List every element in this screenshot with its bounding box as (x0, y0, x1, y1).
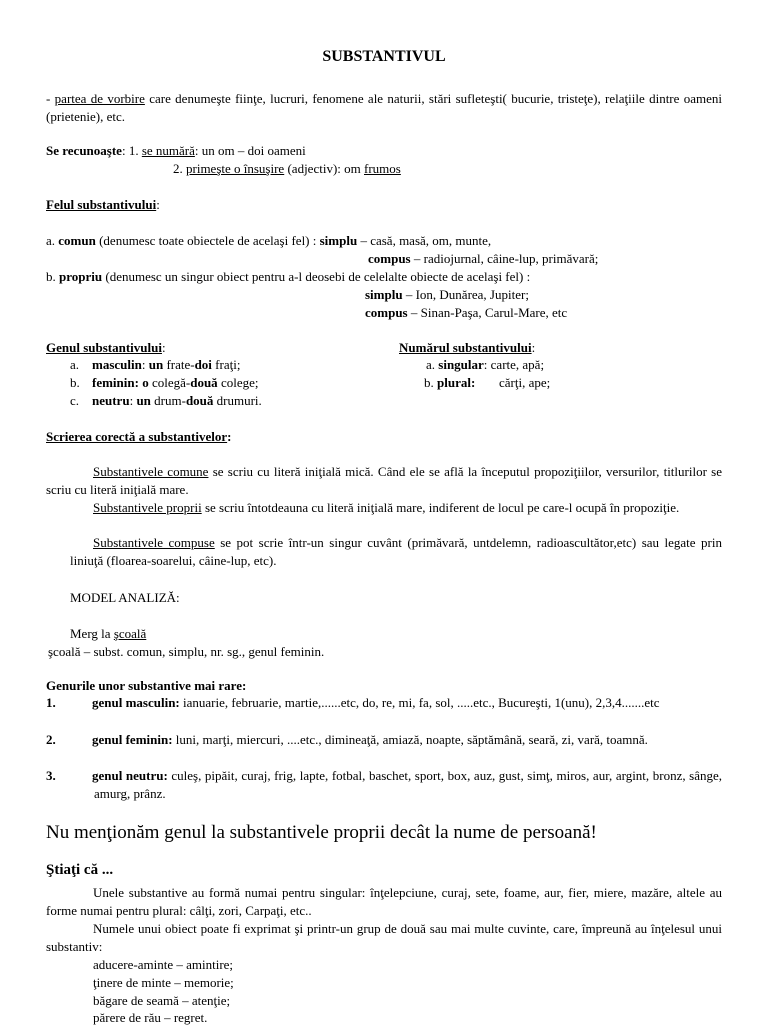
writing-p3-rest: se pot scrie într-un singur cuvânt (primăvară, untdelemn, radioascultător,etc) sau legate prin liniuţă (floarea-soarelui, câine-lup, etc). (70, 535, 722, 568)
recognize-item2-num: 2. (173, 161, 186, 176)
kinds-a-rest: (denumesc toate obiectele de acelaşi fel) : (95, 233, 320, 248)
gender-item-num: a. (70, 357, 80, 372)
writing-heading-text: Scrierea corectă a substantivelor (46, 429, 228, 444)
rare-item-text: luni, marţi, miercuri, ....etc., dimineaţă, amiază, noapte, săptămână, seară, zi, vară, toamnă. (172, 732, 648, 747)
gender-heading-text: Genul substantivului (46, 340, 162, 355)
know-heading: Ştiaţi că ... (46, 862, 114, 878)
rare-item-num: 2. (46, 732, 56, 747)
number-item-b-bold: plural: (437, 375, 476, 390)
gender-item-text1: drum- (150, 393, 186, 408)
know-line: ţinere de minte – memorie; (93, 975, 234, 990)
kinds-b-compus-rest: – Sinan-Paşa, Carul-Mare, etc (407, 305, 568, 320)
rare-item-1 (46, 694, 722, 712)
recognize-colon: : 1. (121, 143, 142, 158)
gender-item-text2: drumuri. (213, 393, 262, 408)
kinds-b-compus (365, 304, 567, 322)
kinds-heading (46, 196, 160, 214)
page-title: SUBSTANTIVUL (322, 48, 446, 65)
recognize-label: Se recunoaşte (46, 143, 122, 158)
gender-item-a (70, 356, 240, 374)
writing-p3-term: Substantivele compuse (93, 535, 215, 550)
writing-p2-rest: se scriu întotdeauna cu literă iniţială mare, indiferent de locul pe care-l ocupă în propoziţie. (201, 500, 680, 515)
kinds-b-bold: propriu (59, 269, 103, 284)
gender-item-art1: un (136, 393, 151, 408)
number-item-a-rest: : carte, apă; (483, 357, 545, 372)
number-heading-text: Numărul substantivului (399, 340, 532, 355)
gender-item-art2: doi (194, 357, 212, 372)
model-sentence (70, 625, 146, 643)
rare-item-bold: genul feminin: (92, 732, 173, 747)
kinds-b-simplu-label: simplu (365, 287, 403, 302)
kinds-a-simplu: simplu (319, 233, 358, 248)
gender-item-b (70, 374, 258, 392)
kinds-a-compus (368, 250, 598, 268)
number-item-b (424, 374, 550, 392)
kinds-a-simplu-rest: – casă, masă, om, munte, (357, 233, 492, 248)
rare-item-bold: genul masculin: (92, 695, 180, 710)
intro-paragraph (46, 90, 722, 125)
writing-heading (46, 428, 231, 446)
recognize-item1-rest: : un om – doi oameni (194, 143, 306, 158)
number-item-a-num: a. (426, 357, 439, 372)
number-item-a-bold: singular (438, 357, 484, 372)
recognize-item2: primeşte o însuşire (186, 161, 285, 176)
rare-item-3 (46, 767, 723, 802)
number-item-b-num: b. (424, 375, 437, 390)
model-sentence-word: şcoală (113, 626, 147, 641)
gender-item-art2: două (190, 375, 218, 390)
gender-heading (46, 339, 166, 357)
writing-heading-colon: : (227, 429, 232, 444)
number-item-a (426, 356, 544, 374)
model-analysis: şcoală – subst. comun, simplu, nr. sg., genul feminin. (48, 644, 325, 659)
recognize-item2-mid: (adjectiv): om (284, 161, 364, 176)
gender-item-num: c. (70, 393, 80, 408)
gender-item-bold: feminin: (92, 375, 139, 390)
kinds-a-prefix: a. (46, 233, 59, 248)
gender-item-num: b. (70, 375, 80, 390)
gender-item-bold: neutru (92, 393, 130, 408)
rare-item-2 (46, 731, 722, 749)
gender-item-sep: : (141, 357, 149, 372)
kinds-b-simplu (365, 286, 529, 304)
gender-item-text1: colegă- (148, 375, 191, 390)
gender-item-text2: fraţi; (211, 357, 241, 372)
know-line: băgare de seamă – atenţie; (93, 993, 231, 1008)
writing-p1 (46, 463, 722, 498)
rare-item-num: 1. (46, 695, 56, 710)
rare-item-text: ianuarie, februarie, martie,......etc, do, re, mi, fa, sol, .....etc., Bucureşti, 1(unu), 2,3,4.......etc (179, 695, 660, 710)
number-heading-colon: : (531, 340, 536, 355)
writing-p2-term: Substantivele proprii (93, 500, 202, 515)
gender-item-bold: masculin (92, 357, 142, 372)
writing-p3 (70, 534, 722, 569)
intro-link: partea de vorbire (54, 91, 145, 106)
intro-rest: care denumeşte fiinţe, lucruri, fenomene ale naturii, stări sufleteşti( bucurie, tristeţe), relaţiile dintre oameni (prietenie), etc. (46, 91, 722, 124)
know-line: părere de rău – regret. (93, 1010, 208, 1025)
kinds-b-compus-label: compus (365, 305, 408, 320)
rare-item-bold: genul neutru: (92, 768, 168, 783)
kinds-heading-colon: : (156, 197, 160, 212)
rare-heading: Genurile unor substantive mai rare: (46, 678, 247, 693)
kinds-b-simplu-rest: – Ion, Dunărea, Jupiter; (402, 287, 529, 302)
gender-item-art2: două (185, 393, 214, 408)
kinds-a-compus-rest: – radiojurnal, câine-lup, primăvară; (410, 251, 599, 266)
kinds-a-bold: comun (58, 233, 96, 248)
writing-p1-rest: se scriu cu literă iniţială mică. Când ele se află la începutul propoziţiilor, versurilor, titlurilor se scriu cu literă iniţială mare. (46, 464, 722, 497)
kinds-a (46, 232, 491, 250)
gender-item-text2: colege; (217, 375, 259, 390)
kinds-a-compus-label: compus (368, 251, 411, 266)
kinds-b-rest: (denumesc un singur obiect pentru a-l deosebi de celelalte obiecte de acelaşi fel) : (102, 269, 531, 284)
gender-item-sep: : (129, 393, 137, 408)
know-p1: Unele substantive au formă numai pentru singular: înţelepciune, curaj, sete, foame, aur, fier, miere, mazăre, altele au forme numai pentru plural: câlţi, zori, Carpaţi, etc.. (46, 885, 722, 918)
gender-item-c (70, 392, 262, 410)
gender-item-art1: un (148, 357, 164, 372)
number-item-b-rest: cărţi, ape; (499, 375, 551, 390)
recognize-item1: se numără (141, 143, 195, 158)
recognize-line-1 (46, 142, 306, 160)
number-heading (399, 339, 535, 357)
model-heading: MODEL ANALIZĂ: (70, 590, 180, 605)
kinds-b-prefix: b. (46, 269, 59, 284)
gender-item-text1: frate- (163, 357, 195, 372)
note-line: Nu menţionăm genul la substantivele proprii decât la nume de persoană! (46, 822, 597, 843)
model-sentence-pre: Merg la (70, 626, 114, 641)
gender-heading-colon: : (161, 340, 166, 355)
writing-p1-term: Substantivele comune (93, 464, 209, 479)
kinds-b (46, 268, 530, 286)
know-line: aducere-aminte – amintire; (93, 957, 234, 972)
recognize-item2-end: frumos (364, 161, 401, 176)
writing-p2 (70, 499, 722, 517)
know-p2: Numele unui obiect poate fi exprimat şi printr-un grup de două sau mai multe cuvinte, care, împreună au înţelesul unui substantiv: (46, 921, 722, 954)
kinds-heading-text: Felul substantivului (46, 197, 157, 212)
recognize-line-2 (173, 160, 401, 178)
rare-item-text: culeş, pipăit, curaj, frig, lapte, fotbal, baschet, sport, box, auz, gust, simţ, miros, aur, argint, bronz, sânge, amurg, prânz. (94, 768, 723, 801)
rare-item-num: 3. (46, 768, 56, 783)
gender-item-art1: o (142, 375, 149, 390)
intro-dash: - (46, 91, 55, 106)
